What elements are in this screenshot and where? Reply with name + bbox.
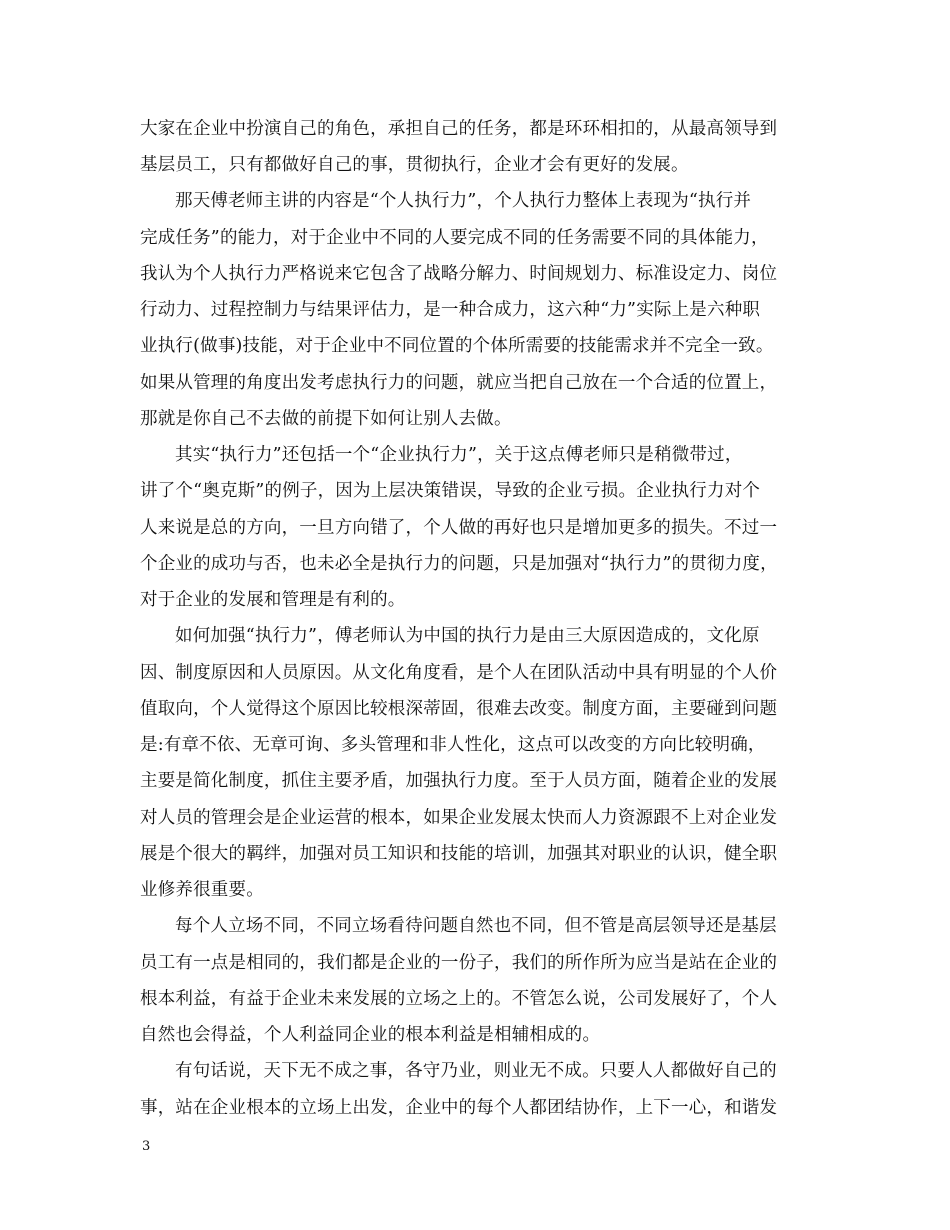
text-line: 主要是简化制度，抓住主要矛盾，加强执行力度。至于人员方面，随着企业的发展 [140,771,778,791]
text-line: 如果从管理的角度出发考虑执行力的问题，就应当把自己放在一个合适的位置上， [140,373,778,393]
text-line: 自然也会得益，个人利益同企业的根本利益是相辅相成的。 [140,1025,601,1045]
text-line: 个企业的成功与否，也未必全是执行力的问题，只是加强对“执行力”的贯彻力度， [140,554,778,574]
text-line: 员工有一点是相同的，我们都是企业的一份子，我们的所作所为应当是站在企业的 [140,953,778,973]
text-line: 对人员的管理会是企业运营的根本，如果企业发展太快而人力资源跟不上对企业发 [140,808,778,828]
text-line: 那天傅老师主讲的内容是“个人执行力”，个人执行力整体上表现为“执行并 [175,191,752,211]
text-line: 每个人立场不同，不同立场看待问题自然也不同，但不管是高层领导还是基层 [175,916,777,936]
text-line: 那就是你自己不去做的前提下如何让别人去做。 [140,409,512,429]
text-line: 完成任务”的能力，对于企业中不同的人要完成不同的任务需要不同的具体能力， [140,228,769,248]
text-line: 我认为个人执行力严格说来它包含了战略分解力、时间规划力、标准设定力、岗位 [140,264,778,284]
text-line: 讲了个“奥克斯”的例子，因为上层决策错误，导致的企业亏损。企业执行力对个 [140,481,761,501]
text-line: 如何加强“执行力”，傅老师认为中国的执行力是由三大原因造成的，文化原 [175,626,760,646]
text-line: 大家在企业中扮演自己的角色，承担自己的任务，都是环环相扣的，从最高领导到 [140,119,778,139]
text-line: 其实“执行力”还包括一个“企业执行力”，关于这点傅老师只是稍微带过， [175,445,743,465]
text-line: 展是个很大的羁绊，加强对员工知识和技能的培训，加强其对职业的认识，健全职 [140,844,778,864]
text-line: 行动力、过程控制力与结果评估力，是一种合成力，这六种“力”实际上是六种职 [140,300,761,320]
text-line: 人来说是总的方向，一旦方向错了，个人做的再好也只是增加更多的损失。不过一 [140,518,778,538]
text-line: 基层员工，只有都做好自己的事，贯彻执行，企业才会有更好的发展。 [140,155,689,175]
text-line: 值取向，个人觉得这个原因比较根深蒂固，很难去改变。制度方面，主要碰到问题 [140,699,778,719]
text-line: 是:有章不依、无章可询、多头管理和非人性化，这点可以改变的方向比较明确， [140,735,766,755]
text-line: 业修养很重要。 [140,880,264,900]
text-line: 对于企业的发展和管理是有利的。 [140,590,406,610]
text-line: 事，站在企业根本的立场上出发，企业中的每个人都团结协作，上下一心，和谐发 [140,1098,778,1118]
text-line: 根本利益，有益于企业未来发展的立场之上的。不管怎么说，公司发展好了，个人 [140,989,778,1009]
page-number: 3 [142,1139,151,1154]
text-line: 业执行(做事)技能，对于企业中不同位置的个体所需要的技能需求并不完全一致。 [140,336,774,356]
text-line: 有句话说，天下无不成之事，各守乃业，则业无不成。只要人人都做好自己的 [175,1061,777,1081]
text-line: 因、制度原因和人员原因。从文化角度看，是个人在团队活动中具有明显的个人价 [140,663,778,683]
